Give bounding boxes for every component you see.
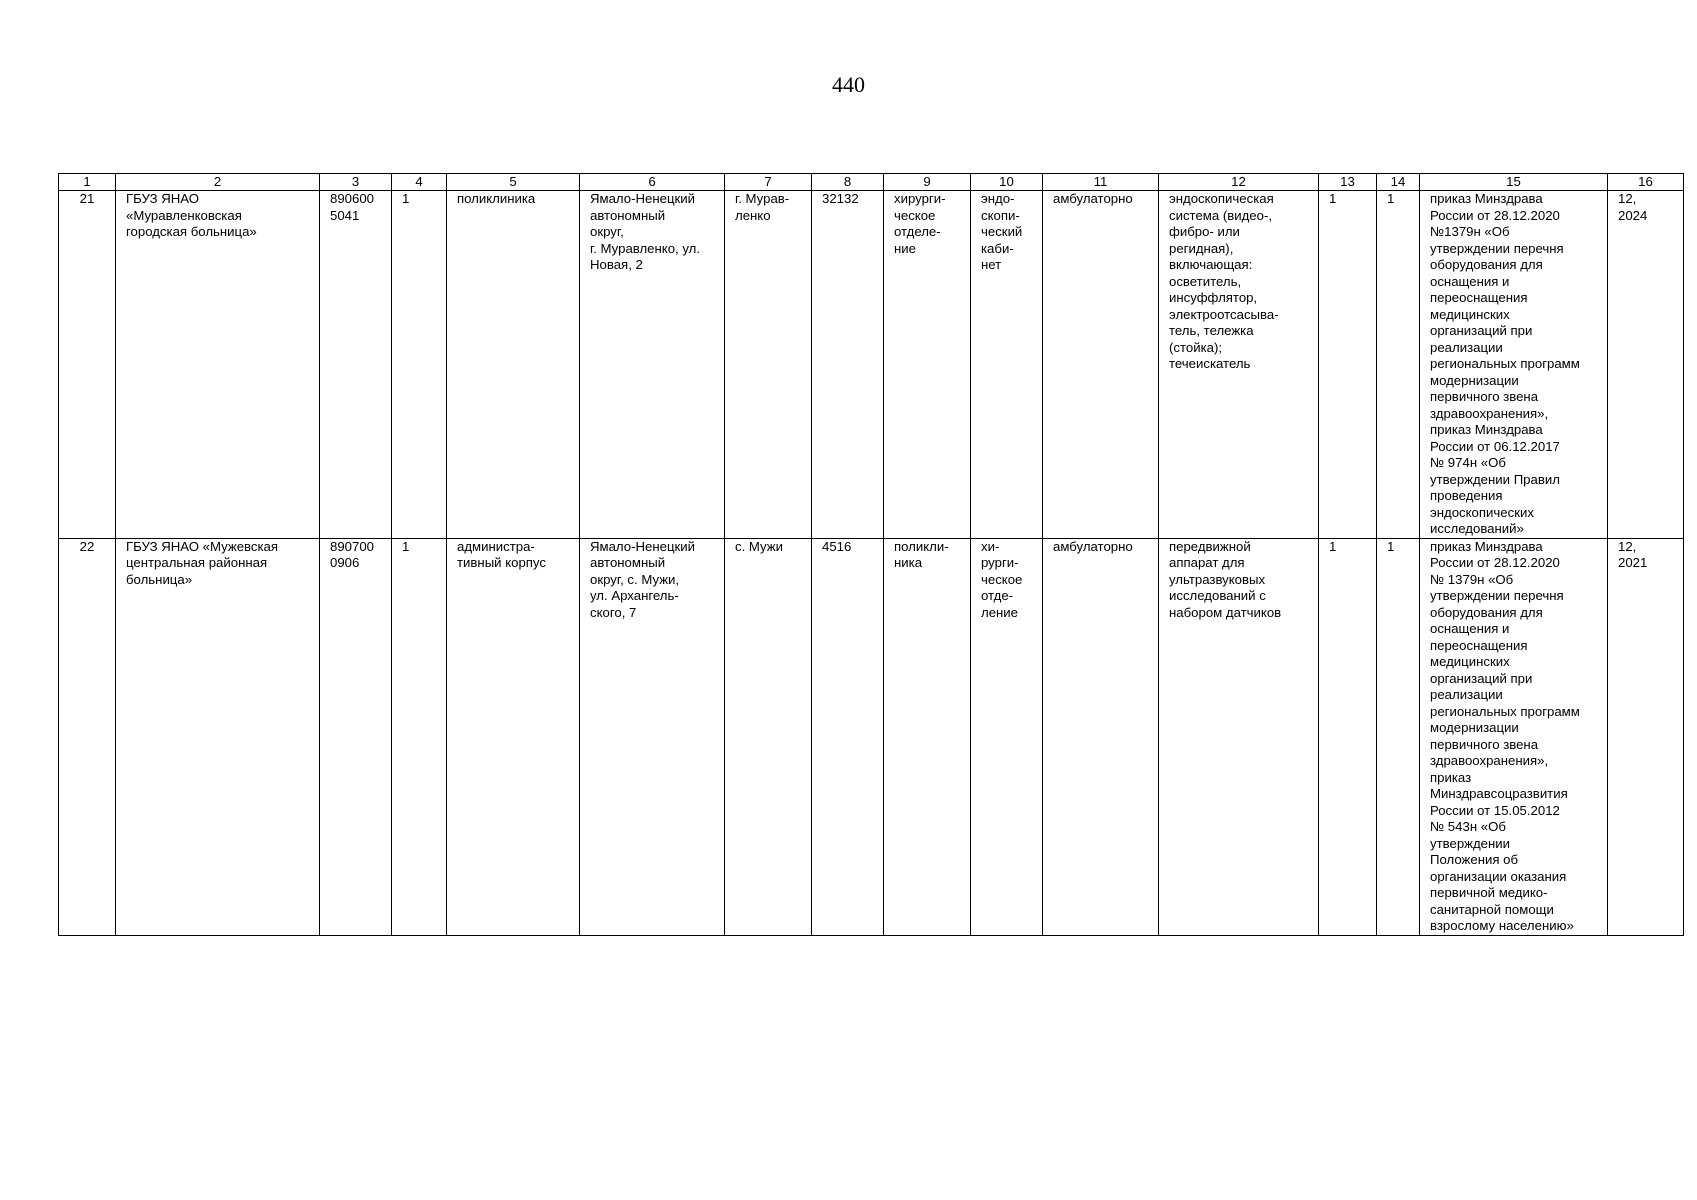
- department-cell: хирурги- ческое отделе- ние: [884, 191, 971, 539]
- population-cell: 4516: [812, 538, 884, 935]
- care-type-cell: амбулаторно: [1043, 538, 1159, 935]
- code-cell: 890600 5041: [320, 191, 392, 539]
- column-number-row: [59, 174, 1684, 191]
- column-header: 15: [1420, 174, 1608, 191]
- column-header: 13: [1319, 174, 1377, 191]
- count-cell: 1: [392, 538, 447, 935]
- page-number: 440: [832, 72, 865, 97]
- date-cell: 12, 2024: [1608, 191, 1684, 539]
- column-header: 11: [1043, 174, 1159, 191]
- column-header: 12: [1159, 174, 1319, 191]
- unit-cell: хи- рурги- ческое отде- ление: [971, 538, 1043, 935]
- quantity-cell: 1: [1377, 538, 1420, 935]
- column-header: 1: [59, 174, 116, 191]
- column-header: 14: [1377, 174, 1420, 191]
- organization-cell: ГБУЗ ЯНАО «Мужевская центральная районная больница»: [116, 538, 320, 935]
- care-type-cell: амбулаторно: [1043, 191, 1159, 539]
- equipment-cell: передвижной аппарат для ультразвуковых исследований с набором датчиков: [1159, 538, 1319, 935]
- date-cell: 12, 2021: [1608, 538, 1684, 935]
- quantity-cell: 1: [1377, 191, 1420, 539]
- row-number-cell: 21: [59, 191, 116, 539]
- count-cell: 1: [392, 191, 447, 539]
- equipment-cell: эндоскопическая система (видео-, фибро- или регидная), включающая: осветитель, инсуффлятор, электроотсасыва- тель, тележка (стойка); течеискатель: [1159, 191, 1319, 539]
- column-header: 5: [447, 174, 580, 191]
- column-header: 4: [392, 174, 447, 191]
- quantity-cell: 1: [1319, 191, 1377, 539]
- table-row: [59, 191, 1684, 539]
- column-header: 3: [320, 174, 392, 191]
- column-header: 16: [1608, 174, 1684, 191]
- unit-cell: эндо- скопи- ческий каби- нет: [971, 191, 1043, 539]
- organization-cell: ГБУЗ ЯНАО «Муравленковская городская больница»: [116, 191, 320, 539]
- building-cell: поликлиника: [447, 191, 580, 539]
- basis-cell: приказ Минздрава России от 28.12.2020 №1379н «Об утверждении перечня оборудования для оснащения и переоснащения медицинских организаций при реализации региональных программ модернизации первичного звена здравоохранения», приказ Минздрава России от 06.12.2017 № 974н «Об утверждении Правил проведения эндоскопических исследований»: [1420, 191, 1608, 539]
- basis-cell: приказ Минздрава России от 28.12.2020 № 1379н «Об утверждении перечня оборудования для оснащения и переоснащения медицинских организаций при реализации региональных программ модернизации первичного звена здравоохранения», приказ Минздравсоцразвития России от 15.05.2012 № 543н «Об утверждении Положения об организации оказания первичной медико- санитарной помощи взрослому населению»: [1420, 538, 1608, 935]
- column-header: 6: [580, 174, 725, 191]
- building-cell: администра- тивный корпус: [447, 538, 580, 935]
- population-cell: 32132: [812, 191, 884, 539]
- column-header: 9: [884, 174, 971, 191]
- address-cell: Ямало-Ненецкий автономный округ, с. Мужи, ул. Архангель- ского, 7: [580, 538, 725, 935]
- department-cell: поликли- ника: [884, 538, 971, 935]
- equipment-registry-table: [58, 173, 1684, 936]
- code-cell: 890700 0906: [320, 538, 392, 935]
- quantity-cell: 1: [1319, 538, 1377, 935]
- address-cell: Ямало-Ненецкий автономный округ, г. Муравленко, ул. Новая, 2: [580, 191, 725, 539]
- column-header: 2: [116, 174, 320, 191]
- row-number-cell: 22: [59, 538, 116, 935]
- settlement-cell: г. Мурав- ленко: [725, 191, 812, 539]
- settlement-cell: с. Мужи: [725, 538, 812, 935]
- table-row: [59, 538, 1684, 935]
- column-header: 7: [725, 174, 812, 191]
- column-header: 10: [971, 174, 1043, 191]
- column-header: 8: [812, 174, 884, 191]
